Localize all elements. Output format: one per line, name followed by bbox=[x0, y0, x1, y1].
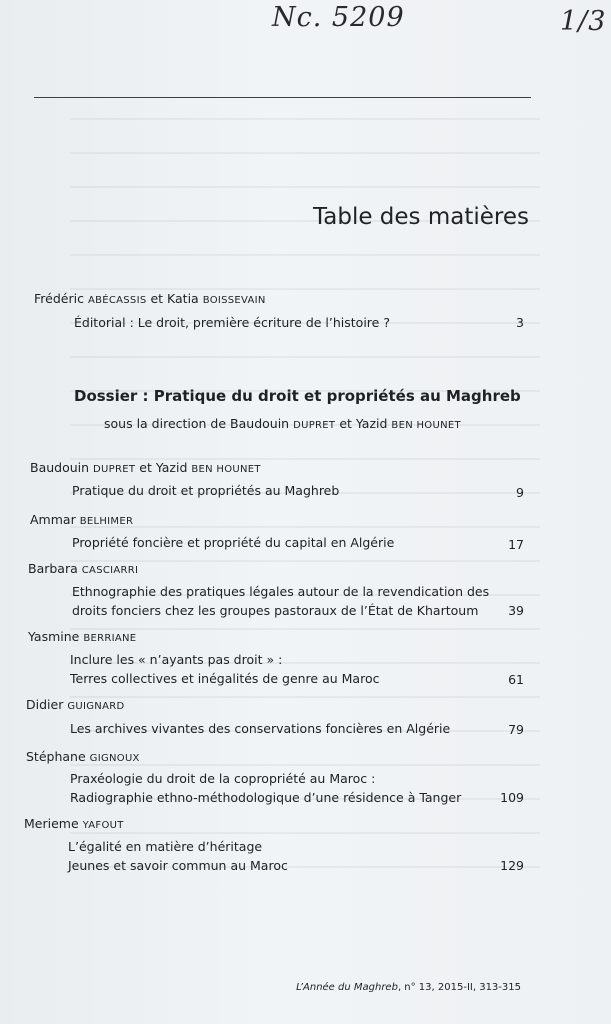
direction-prefix: sous la direction de bbox=[104, 416, 227, 431]
director-first: Yazid bbox=[355, 416, 388, 431]
entry-title-continued: Terres collectives et inégalités de genre au Maroc bbox=[70, 671, 380, 686]
entry-title: Pratique du droit et propriétés au Maghreb bbox=[72, 483, 340, 498]
author-first: Frédéric bbox=[34, 291, 84, 306]
entry-title-continued: Jeunes et savoir commun au Maroc bbox=[68, 858, 288, 873]
author-first: Barbara bbox=[28, 561, 78, 576]
editorial-title: Éditorial : Le droit, première écriture de l’histoire ? bbox=[74, 315, 390, 330]
author-last: BEN HOUNET bbox=[191, 464, 261, 475]
author-last: BELHIMER bbox=[79, 516, 134, 527]
author-last: BOISSEVAIN bbox=[202, 295, 266, 306]
entry-title-continued: Radiographie ethno-méthodologique d’une résidence à Tanger bbox=[70, 790, 462, 805]
dossier-title: Dossier : Pratique du droit et propriétés au Maghreb bbox=[74, 387, 521, 405]
entry-page: 79 bbox=[508, 722, 524, 737]
entry-page: 129 bbox=[500, 858, 524, 873]
entry-authors bbox=[28, 561, 138, 576]
author-first: Yazid bbox=[155, 460, 188, 475]
entry-title: Les archives vivantes des conservations foncières en Algérie bbox=[70, 721, 451, 736]
director-first: Baudouin bbox=[230, 416, 290, 431]
journal-details: , n° 13, 2015-II, 313-315 bbox=[397, 982, 521, 993]
entry-authors bbox=[28, 629, 136, 644]
entry-title: Praxéologie du droit de la copropriété au Maroc : bbox=[70, 771, 376, 786]
author-last: ABÉCASSIS bbox=[87, 295, 147, 306]
director-last: DUPRET bbox=[293, 420, 336, 431]
handwritten-reference: Nc. 5209 bbox=[272, 2, 405, 33]
author-first: Baudouin bbox=[30, 460, 90, 475]
page-footer bbox=[296, 982, 521, 993]
entry-title: Ethnographie des pratiques légales autour de la revendication des bbox=[72, 584, 490, 599]
author-first: Yasmine bbox=[28, 629, 80, 644]
author-last: BERRIANE bbox=[83, 633, 137, 644]
entry-authors bbox=[24, 816, 124, 831]
entry-page: 39 bbox=[508, 603, 524, 618]
entry-title: Propriété foncière et propriété du capital en Algérie bbox=[72, 535, 395, 550]
entry-authors bbox=[26, 749, 140, 764]
dossier-direction bbox=[104, 416, 461, 431]
author-last: GUIGNARD bbox=[67, 701, 125, 712]
author-last: YAFOUT bbox=[82, 820, 124, 831]
entry-authors bbox=[26, 697, 124, 712]
author-first: Didier bbox=[26, 697, 64, 712]
editorial-authors bbox=[34, 291, 266, 306]
author-conj: et bbox=[150, 291, 164, 306]
author-first: Stéphane bbox=[26, 749, 86, 764]
header-rule bbox=[34, 97, 531, 98]
author-first: Katia bbox=[167, 291, 199, 306]
author-first: Ammar bbox=[30, 512, 76, 527]
entry-authors bbox=[30, 512, 133, 527]
entry-title: L’égalité en matière d’héritage bbox=[68, 839, 263, 854]
handwritten-page-marker: 1/3 bbox=[560, 6, 607, 37]
entry-page: 9 bbox=[516, 485, 524, 500]
author-conj: et bbox=[139, 460, 152, 475]
entry-authors bbox=[30, 460, 261, 475]
director-last: BEN HOUNET bbox=[391, 420, 461, 431]
entry-page: 17 bbox=[508, 537, 524, 552]
entry-page: 61 bbox=[508, 672, 524, 687]
author-last: GIGNOUX bbox=[89, 753, 140, 764]
entry-title: Inclure les « n’ayants pas droit » : bbox=[70, 652, 283, 667]
entry-page: 109 bbox=[500, 790, 524, 805]
author-last: DUPRET bbox=[93, 464, 136, 475]
author-first: Merieme bbox=[24, 816, 79, 831]
director-conj: et bbox=[339, 416, 352, 431]
page-title: Table des matières bbox=[313, 204, 529, 230]
entry-title-continued: droits fonciers chez les groupes pastoraux de l’État de Khartoum bbox=[72, 603, 479, 618]
editorial-page: 3 bbox=[516, 315, 524, 330]
author-last: CASCIARRI bbox=[81, 565, 139, 576]
journal-name: L’Année du Maghreb bbox=[296, 982, 398, 993]
